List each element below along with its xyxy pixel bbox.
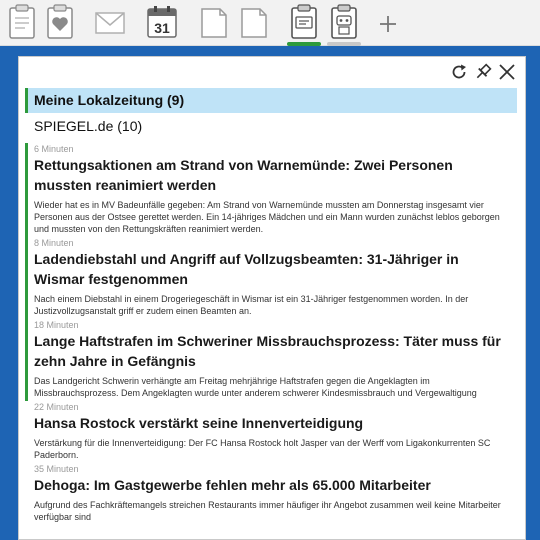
add-tab-button[interactable] (370, 3, 406, 43)
toolbar-mail-button[interactable] (92, 3, 128, 43)
article-list (25, 143, 519, 540)
article-time: 6 Minuten (34, 144, 74, 154)
article-item[interactable] (25, 463, 519, 525)
article-time: 8 Minuten (34, 238, 74, 248)
article-headline[interactable]: Hansa Rostock verstärkt seine Innenverteidigung (34, 415, 364, 431)
refresh-button[interactable] (449, 62, 469, 82)
article-summary: Nach einem Diebstahl in einem Drogeriegeschäft in Wismar ist ein 31-Jähriger festgenommen worden. In der Justizvollzugsanstalt griff er zudem einen Beamten an. (34, 294, 469, 316)
article-summary: Verstärkung für die Innenverteidigung: Der FC Hansa Rostock holt Jasper van der Werff vom Ligakonkurrenten SC Paderborn. (34, 438, 491, 460)
news-clipboard-icon (286, 3, 322, 43)
toolbar-clipboard-button[interactable] (4, 3, 40, 43)
calendar-icon (144, 3, 180, 43)
article-time: 18 Minuten (34, 320, 79, 330)
article-summary: Aufgrund des Fachkräftemangels streichen Restaurants immer häufiger ihr Angebot zusammen weil keine Mitarbeiter verfügbar sind (34, 500, 501, 522)
pin-button[interactable] (473, 62, 493, 82)
toolbar-robot-button[interactable] (326, 3, 362, 43)
heart-clipboard-icon (42, 3, 78, 43)
refresh-icon (449, 62, 469, 82)
article-summary: Wieder hat es in MV Badeunfälle gegeben: Am Strand von Warnemünde mussten am Donnerstag insgesamt vier Personen aus der Ostsee gerettet werden. Ein 14-jähriges Mädchen und ein Mann wurden zunächst leblos geborgen und mussten von den Rettungskräften reanimiert werden. (34, 200, 500, 234)
calendar-day-label: 31 (154, 20, 170, 36)
article-headline[interactable]: Ladendiebstahl und Angriff auf Vollzugsbeamten: 31-Jähriger in Wismar festgenommen (34, 251, 459, 287)
news-panel (18, 56, 526, 540)
tab-indicator (327, 42, 361, 46)
article-time: 22 Minuten (34, 402, 79, 412)
pin-icon (473, 62, 493, 82)
toolbar-favorites-button[interactable] (42, 3, 78, 43)
close-icon (497, 62, 517, 82)
close-button[interactable] (497, 62, 517, 82)
feed-item-meine-lokalzeitung[interactable]: Meine Lokalzeitung (9) (25, 88, 517, 113)
article-headline[interactable]: Rettungsaktionen am Strand von Warnemünde: Zwei Personen mussten reanimiert werden (34, 157, 453, 193)
article-item[interactable] (25, 319, 519, 401)
mail-icon (92, 3, 128, 43)
clipboard-icon (4, 3, 40, 43)
app-toolbar (0, 0, 540, 46)
article-headline[interactable]: Dehoga: Im Gastgewerbe fehlen mehr als 65.000 Mitarbeiter (34, 477, 431, 493)
toolbar-calendar-button[interactable] (144, 3, 180, 43)
toolbar-note-button[interactable] (196, 3, 232, 43)
note-icon (196, 3, 232, 43)
article-summary: Das Landgericht Schwerin verhängte am Freitag mehrjährige Haftstrafen gegen die Angeklagten im Missbrauchsprozess. Dem Angeklagten wurde unter anderem schwerer Kindesmissbrauch und Vergewaltigung (34, 376, 477, 398)
article-item[interactable] (25, 401, 519, 463)
article-item[interactable] (25, 143, 519, 237)
article-headline[interactable]: Lange Haftstrafen im Schweriner Missbrauchsprozess: Täter muss für zehn Jahre in Gefängnis (34, 333, 501, 369)
article-item[interactable] (25, 237, 519, 319)
feed-item-spiegel[interactable]: SPIEGEL.de (10) (34, 118, 143, 134)
article-time: 35 Minuten (34, 464, 79, 474)
toolbar-note-button-2[interactable] (236, 3, 272, 43)
note-icon (236, 3, 272, 43)
plus-icon (370, 3, 406, 43)
robot-clipboard-icon (326, 3, 362, 43)
toolbar-news-button[interactable] (286, 3, 322, 43)
active-tab-indicator (287, 42, 321, 46)
